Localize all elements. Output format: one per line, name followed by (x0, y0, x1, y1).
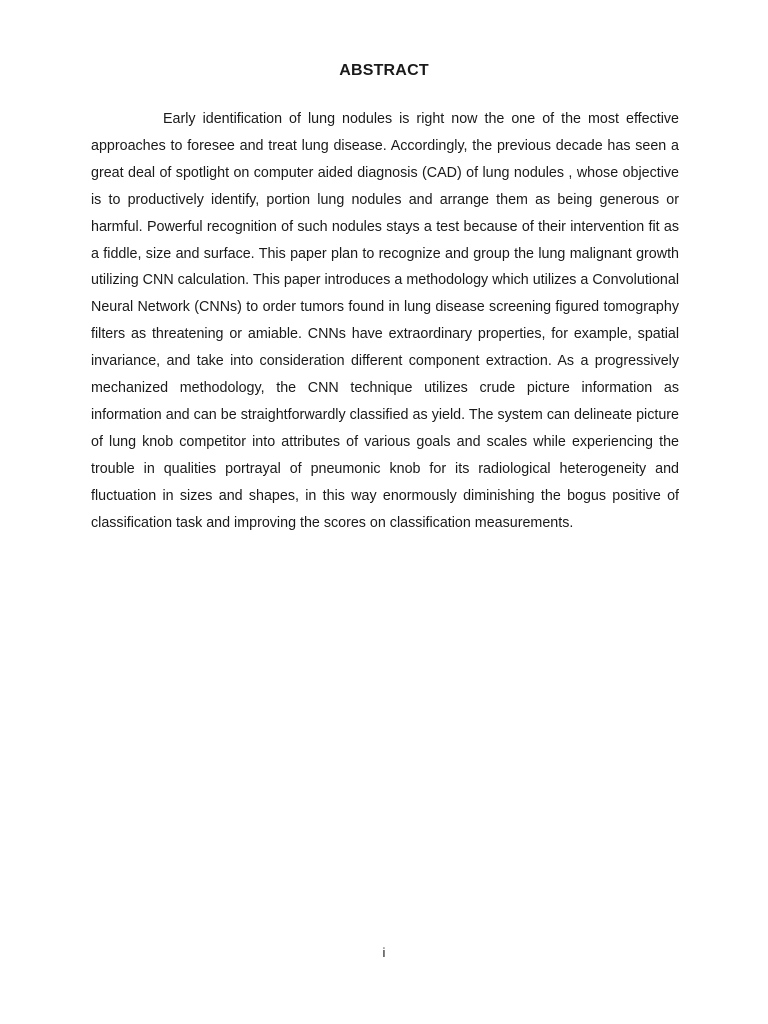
abstract-heading: ABSTRACT (339, 62, 429, 79)
page-number: i (382, 945, 386, 960)
abstract-paragraph: Early identification of lung nodules is right now the one of the most effective approaches to foresee and treat lung disease. Accordingly, the previous decade has seen a great deal of spotlight on computer aided diagnosis (CAD) of lung nodules , whose objective is to productively identify, portion lung nodules and arrange them as being generous or harmful. Powerful recognition of such nodules stays a test because of their intervention fit as a fiddle, size and surface. This paper plan to recognize and group the lung malignant growth utilizing CNN calculation. This paper introduces a methodology which utilizes a Convolutional Neural Network (CNNs) to order tumors found in lung disease screening figured tomography filters as threatening or amiable. CNNs have extraordinary properties, for example, spatial invariance, and take into consideration different component extraction. As a progressively mechanized methodology, the CNN technique utilizes crude picture information as information and can be straightforwardly classified as yield. The system can delineate picture of lung knob competitor into attributes of various goals and scales while experiencing the trouble in qualities portrayal of pneumonic knob for its radiological heterogeneity and fluctuation in sizes and shapes, in this way enormously diminishing the bogus positive of classification task and improving the scores on classification measurements. (91, 111, 679, 531)
